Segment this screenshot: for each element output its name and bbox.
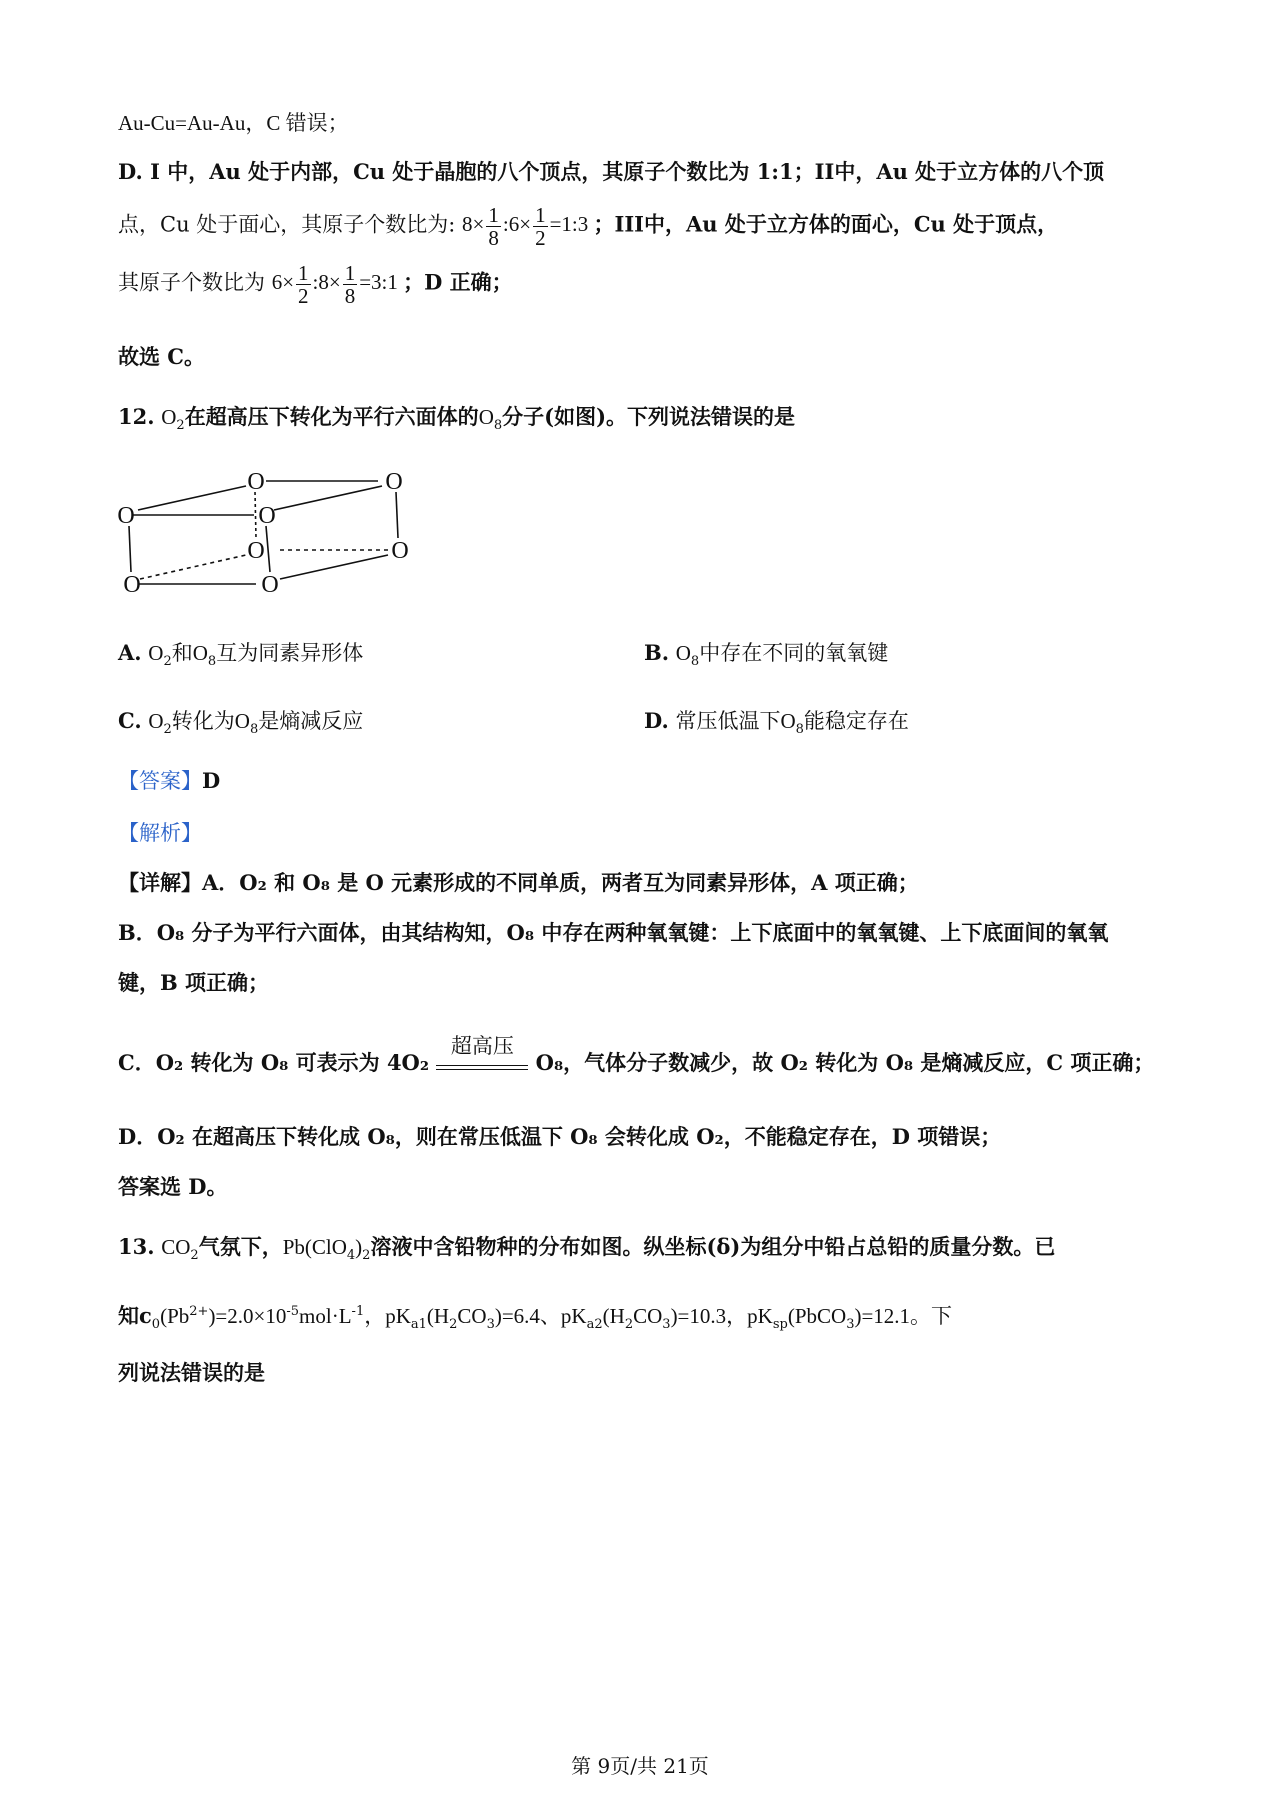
bond-vert-back-right bbox=[396, 492, 398, 538]
q13-line1: 13. $CO_2$气氛下，$Pb(ClO_4)_2$溶液中含铅物种的分布如图。纵坐标(δ)为组分中铅占总铅的质量分数。已 bbox=[118, 1234, 1056, 1264]
q11-line-d1: D. I 中，Au 处于内部，Cu 处于晶胞的八个顶点，其原子个数比为 1:1；II中，Au 处于立方体的八个顶 bbox=[118, 159, 1105, 184]
atom-o-bottom-back-left: O bbox=[247, 538, 265, 564]
answer-line: 【答案】D bbox=[118, 768, 221, 793]
bond-vert-back-left bbox=[255, 492, 256, 538]
detail-b1: B．O₈ 分子为平行六面体，由其结构知，O₈ 中存在两种氧氧键：上下底面中的氧氧键、上下底面间的氧氧 bbox=[118, 920, 1109, 945]
atom-o-top-front-left: O bbox=[117, 503, 135, 529]
option-d[interactable]: D. 常压低温下$O_8$能稳定存在 bbox=[644, 708, 909, 738]
q11-line-d2: 点，Cu 处于面心，其原子个数比为: 8× $\frac{1}{8}$ :6× $\frac{1}{2}$ =1:3 ；III中，Au 处于立方体的面心，Cu 处于顶点， bbox=[118, 203, 1059, 250]
bond-top-right bbox=[274, 486, 382, 510]
detail-a: 【详解】A．O₂ 和 O₈ 是 O 元素形成的不同单质，两者互为同素异形体，A 项正确； bbox=[118, 870, 919, 895]
atom-o-bottom-front-right: O bbox=[261, 572, 279, 598]
atom-o-top-back-right: O bbox=[385, 469, 403, 495]
bond-bottom-right bbox=[280, 555, 388, 579]
bond-vert-front-left bbox=[129, 526, 131, 572]
bond-vert-front-right bbox=[266, 526, 270, 572]
page-footer: 第 9页/共 21页 bbox=[571, 1754, 709, 1778]
atom-o-top-back-left: O bbox=[247, 469, 265, 495]
option-c[interactable]: C. $O_2$转化为$O_8$是熵减反应 bbox=[118, 708, 364, 738]
o8-structure-diagram bbox=[110, 460, 430, 610]
detail-end: 答案选 D。 bbox=[118, 1174, 228, 1199]
detail-b2: 键，B 项正确； bbox=[118, 970, 270, 995]
reaction-arrow: 超高压 bbox=[436, 1051, 528, 1079]
q13-line2: 知$c_0(Pb^{2+})=2.0\times 10^{-5}mol\cdot L^{-1}$，$pK_{a1}(H_2CO_3)=6.4$、$pK_{a2}(H_2CO_3)=10.3$，$pK_{sp}(PbCO_3)=12.1$。下 bbox=[118, 1303, 953, 1333]
q11-line-d3: 其原子个数比为 6× $\frac{1}{2}$ :8× $\frac{1}{8}$ =3:1 ；D 正确； bbox=[118, 261, 513, 308]
bond-top-left bbox=[138, 486, 246, 510]
option-a[interactable]: A. $O_2$和$O_8$互为同素异形体 bbox=[118, 640, 364, 670]
detail-c: C．O₂ 转化为 O₈ 可表示为 4O₂ 超高压 O₈，气体分子数减少，故 O₂ 转化为 O₈ 是熵减反应，C 项正确； bbox=[118, 1048, 1154, 1079]
atom-o-bottom-front-left: O bbox=[123, 572, 141, 598]
bond-bottom-left bbox=[140, 555, 246, 579]
analysis-tag: 【解析】 bbox=[118, 821, 202, 845]
atom-o-top-front-right: O bbox=[258, 503, 276, 529]
q13-line3: 列说法错误的是 bbox=[118, 1360, 265, 1385]
detail-d: D．O₂ 在超高压下转化成 O₈，则在常压低温下 O₈ 会转化成 O₂，不能稳定存在，D 项错误； bbox=[118, 1124, 1002, 1149]
q11-line-c: Au-Cu=Au-Au，C 错误； bbox=[118, 111, 349, 135]
atom-o-bottom-back-right: O bbox=[391, 538, 409, 564]
q12-stem: 12. $O_2$在超高压下转化为平行六面体的$O_8$分子(如图)。下列说法错误的是 bbox=[118, 404, 796, 434]
q11-conclusion: 故选 C。 bbox=[118, 344, 206, 369]
option-b[interactable]: B. $O_8$中存在不同的氧氧键 bbox=[644, 640, 889, 670]
